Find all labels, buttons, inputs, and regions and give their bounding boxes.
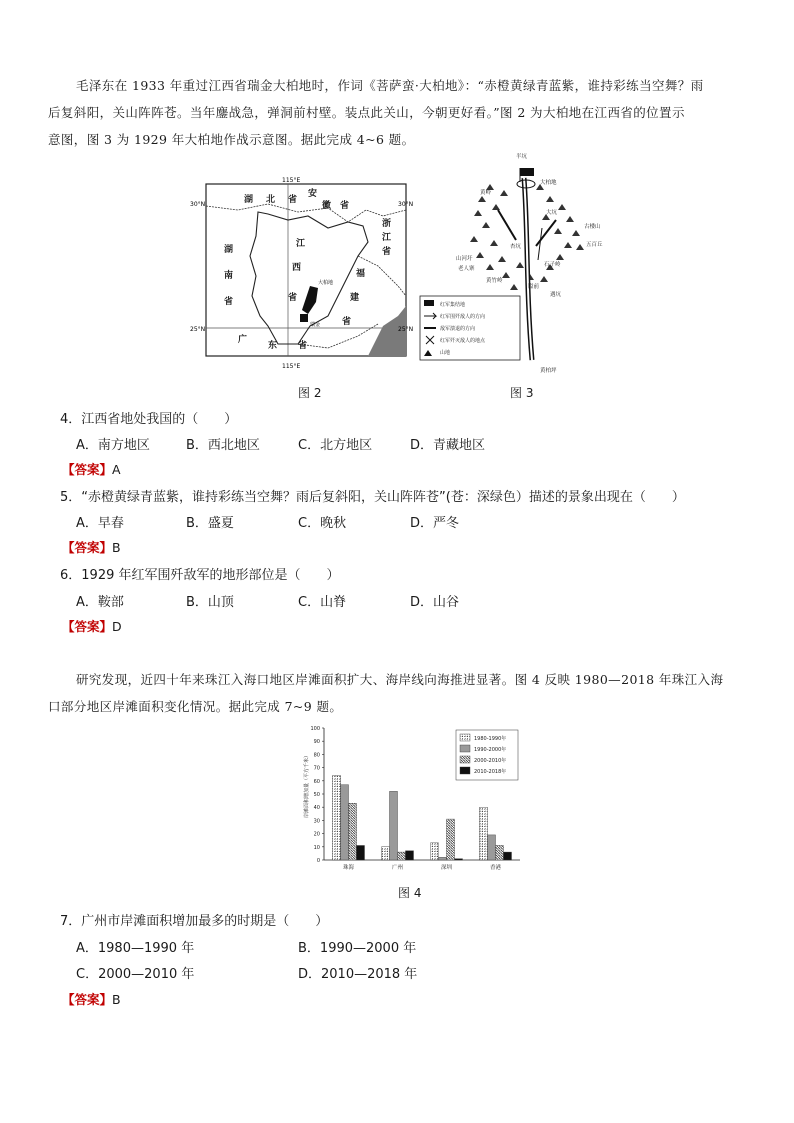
question-5-options: [76, 512, 522, 531]
passage-2-line-2: 口部分地区岸滩面积变化情况。据此完成 7~9 题。: [48, 699, 343, 714]
figure-4-bar-chart: [298, 722, 530, 874]
y-axis-label: 岸滩面积增加量（平方千米）: [304, 752, 310, 818]
answer-tag: 【答案】: [62, 992, 113, 1007]
place-wubaiqiu: 五百丘: [586, 242, 603, 248]
answer-value: B: [112, 992, 121, 1007]
label-ruijin: 瑞金: [310, 322, 321, 328]
bar-1-1: [390, 791, 398, 860]
label-zhejiang-3: 省: [382, 247, 392, 257]
label-hubei-2: 北: [266, 195, 276, 205]
legend-swatch: [460, 756, 470, 763]
question-4-stem: 4．江西省地处我国的（ ）: [60, 412, 238, 427]
legend-item-2: 红军围歼敌人的方向: [440, 314, 486, 320]
y-tick-label: 60: [313, 778, 320, 785]
figure-2-jiangxi-map: [190, 176, 414, 372]
label-hunan-2: 南: [224, 271, 234, 281]
legend-item-1: 红军集结地: [440, 302, 466, 308]
passage-2-line-1: 研究发现，近四十年来珠江入海口地区岸滩面积扩大、海岸线向海推进显著。图 4 反映 1980—2018 年珠江入海: [76, 672, 724, 687]
question-4-answer: [62, 460, 121, 478]
label-zhejiang-1: 浙: [382, 219, 392, 229]
question-7-options-row-2: [76, 963, 518, 982]
legend-item-5: 山地: [440, 350, 451, 356]
place-zhaojia: 杏坑: [510, 244, 522, 250]
label-jiangxi-2: 西: [292, 263, 302, 273]
label-anhui-3: 省: [340, 201, 350, 211]
bar-3-3: [504, 852, 512, 860]
place-huangzhuling: 黄竹岭: [486, 278, 503, 284]
label-fujian-1: 福: [356, 269, 366, 279]
y-tick-label: 40: [313, 805, 320, 812]
label-zhejiang-2: 江: [382, 233, 392, 243]
y-tick-label: 50: [313, 792, 320, 798]
q7-option-c[interactable]: C．2000—2010 年: [76, 967, 195, 982]
label-guangdong-1: 广: [238, 335, 248, 345]
q4-option-b[interactable]: B．西北地区: [186, 438, 260, 453]
fig2-lat-bottom-right: 25°N: [398, 326, 414, 333]
question-4-options: [76, 434, 522, 453]
bar-0-3: [357, 845, 365, 860]
legend-swatch: [460, 767, 470, 774]
bar-2-0: [431, 843, 439, 860]
passage-1: [48, 72, 748, 153]
figure-3-battle-map: [416, 150, 616, 376]
place-dabaidi: 大柏地: [540, 180, 557, 186]
question-5-answer: [62, 538, 121, 556]
answer-value: A: [112, 462, 121, 477]
q5-option-c[interactable]: C．晚秋: [298, 516, 347, 531]
fig2-lat-top-left: 30°N: [190, 201, 206, 208]
bar-0-2: [349, 803, 357, 860]
question-7-options-row-1: [76, 937, 518, 956]
figure-4-caption: 图 4: [398, 886, 422, 900]
passage-1-line-1: 毛泽东在 1933 年重过江西省瑞金大柏地时，作词《菩萨蛮·大柏地》：“赤橙黄绿青蓝紫，谁持彩练当空舞？雨: [76, 78, 704, 93]
label-jiangxi-3: 省: [288, 293, 298, 303]
legend-label: 2000-2010年: [474, 758, 507, 764]
label-hubei-3: 省: [288, 195, 298, 205]
label-dabaidi: 大柏地: [318, 280, 334, 286]
bar-2-3: [455, 859, 463, 860]
y-tick-label: 0: [316, 858, 320, 864]
question-6-stem: 6．1929 年红军围歼敌军的地形部位是（ ）: [60, 568, 340, 583]
place-banhang: 半坑: [516, 154, 528, 160]
place-huangling: 黄岭: [480, 190, 492, 196]
x-tick-label: 深圳: [440, 865, 453, 871]
q5-option-d[interactable]: D．严冬: [410, 516, 460, 531]
label-guangdong-3: 省: [298, 341, 308, 351]
legend-item-3: 敌军溃退的方向: [440, 326, 476, 332]
legend-swatch: [460, 734, 470, 741]
passage-2: [48, 666, 748, 720]
answer-tag: 【答案】: [62, 540, 113, 555]
place-guzhushan: 古楼山: [584, 224, 601, 230]
bar-1-0: [382, 847, 390, 860]
bar-0-1: [341, 785, 349, 860]
q4-option-a[interactable]: A．南方地区: [76, 438, 150, 453]
q4-option-d[interactable]: D．青藏地区: [410, 438, 486, 453]
bar-2-2: [447, 819, 455, 860]
label-hunan-1: 湖: [224, 245, 234, 255]
x-tick-label: 珠海: [342, 865, 355, 871]
q5-option-a[interactable]: A．早春: [76, 516, 124, 531]
bar-2-1: [439, 857, 447, 860]
y-tick-label: 20: [313, 831, 320, 838]
q6-option-d[interactable]: D．山谷: [410, 595, 460, 610]
bar-3-1: [488, 835, 496, 860]
passage-1-line-3: 意图，图 3 为 1929 年大柏地作战示意图。据此完成 4~6 题。: [48, 132, 415, 147]
legend-label: 1990-2000年: [474, 747, 507, 753]
label-hubei-1: 湖: [244, 195, 254, 205]
label-hunan-3: 省: [224, 297, 234, 307]
q5-option-b[interactable]: B．盛夏: [186, 516, 234, 531]
label-anhui-2: 徽: [322, 201, 332, 211]
legend-item-4: 红军歼灭敌人的地点: [440, 338, 486, 344]
legend-label: 1980-1990年: [474, 736, 507, 742]
y-tick-label: 70: [313, 765, 320, 772]
question-7-answer: [62, 990, 121, 1008]
bar-3-0: [480, 807, 488, 860]
place-huangbaitan: 黄柏坪: [540, 368, 557, 374]
label-anhui-1: 安: [308, 189, 318, 199]
place-yuanjikeng: 遇坑: [550, 292, 562, 298]
q6-option-a[interactable]: A．鞍部: [76, 595, 124, 610]
answer-value: D: [112, 619, 122, 634]
bar-1-2: [398, 852, 406, 860]
question-5-stem: 5．“赤橙黄绿青蓝紫，谁持彩练当空舞？雨后复斜阳，关山阵阵苍”(苍：深绿色）描述的景象出现在（ ）: [60, 490, 685, 505]
label-fujian-2: 建: [350, 293, 360, 303]
bar-1-3: [406, 851, 414, 860]
q7-option-a[interactable]: A．1980—1990 年: [76, 941, 195, 956]
passage-1-line-2: 后复斜阳，关山阵阵苍。当年鏖战急，弹洞前村壁。装点此关山，今朝更好看。”图 2 为大柏地在江西省的位置示: [48, 105, 685, 120]
answer-tag: 【答案】: [62, 462, 113, 477]
y-tick-label: 10: [313, 844, 320, 851]
place-dao: 石子岭: [544, 262, 561, 268]
place-dakeng: 大坑: [546, 210, 558, 216]
bar-0-0: [333, 776, 341, 860]
legend-label: 2010-2018年: [474, 769, 507, 775]
legend-swatch: [460, 745, 470, 752]
fig2-lat-top-right: 30°N: [398, 201, 414, 208]
q6-option-c[interactable]: C．山脊: [298, 595, 347, 610]
label-fujian-3: 省: [342, 317, 352, 327]
label-guangdong-2: 东: [268, 341, 278, 351]
y-tick-label: 100: [310, 726, 320, 732]
place-laorenzhai: 老人寨: [458, 266, 475, 272]
question-6-options: [76, 591, 522, 610]
label-jiangxi-1: 江: [296, 239, 306, 249]
question-7-stem: 7．广州市岸滩面积增加最多的时期是（ ）: [60, 914, 329, 929]
figure-3-caption: 图 3: [510, 386, 534, 400]
fig2-lon-bottom: 115°E: [282, 363, 301, 370]
q6-option-b[interactable]: B．山顶: [186, 595, 234, 610]
q7-option-b[interactable]: B．1990—2000 年: [298, 941, 417, 956]
q7-option-d[interactable]: D．2010—2018 年: [298, 967, 418, 982]
fig2-lat-bottom-left: 25°N: [190, 326, 206, 333]
x-tick-label: 香港: [489, 865, 502, 871]
question-6-answer: [62, 617, 122, 635]
y-tick-label: 30: [313, 818, 320, 825]
figure-2-caption: 图 2: [298, 386, 322, 400]
y-tick-label: 90: [313, 739, 320, 746]
q4-option-c[interactable]: C．北方地区: [298, 438, 373, 453]
place-shanhehe: 山河圩: [456, 256, 473, 262]
answer-value: B: [112, 540, 121, 555]
y-tick-label: 80: [313, 752, 320, 759]
fig2-lon-top: 115°E: [282, 177, 301, 184]
x-tick-label: 广州: [391, 865, 404, 871]
bar-3-2: [496, 845, 504, 860]
place-longtou: 隘前: [528, 284, 540, 290]
answer-tag: 【答案】: [62, 619, 113, 634]
